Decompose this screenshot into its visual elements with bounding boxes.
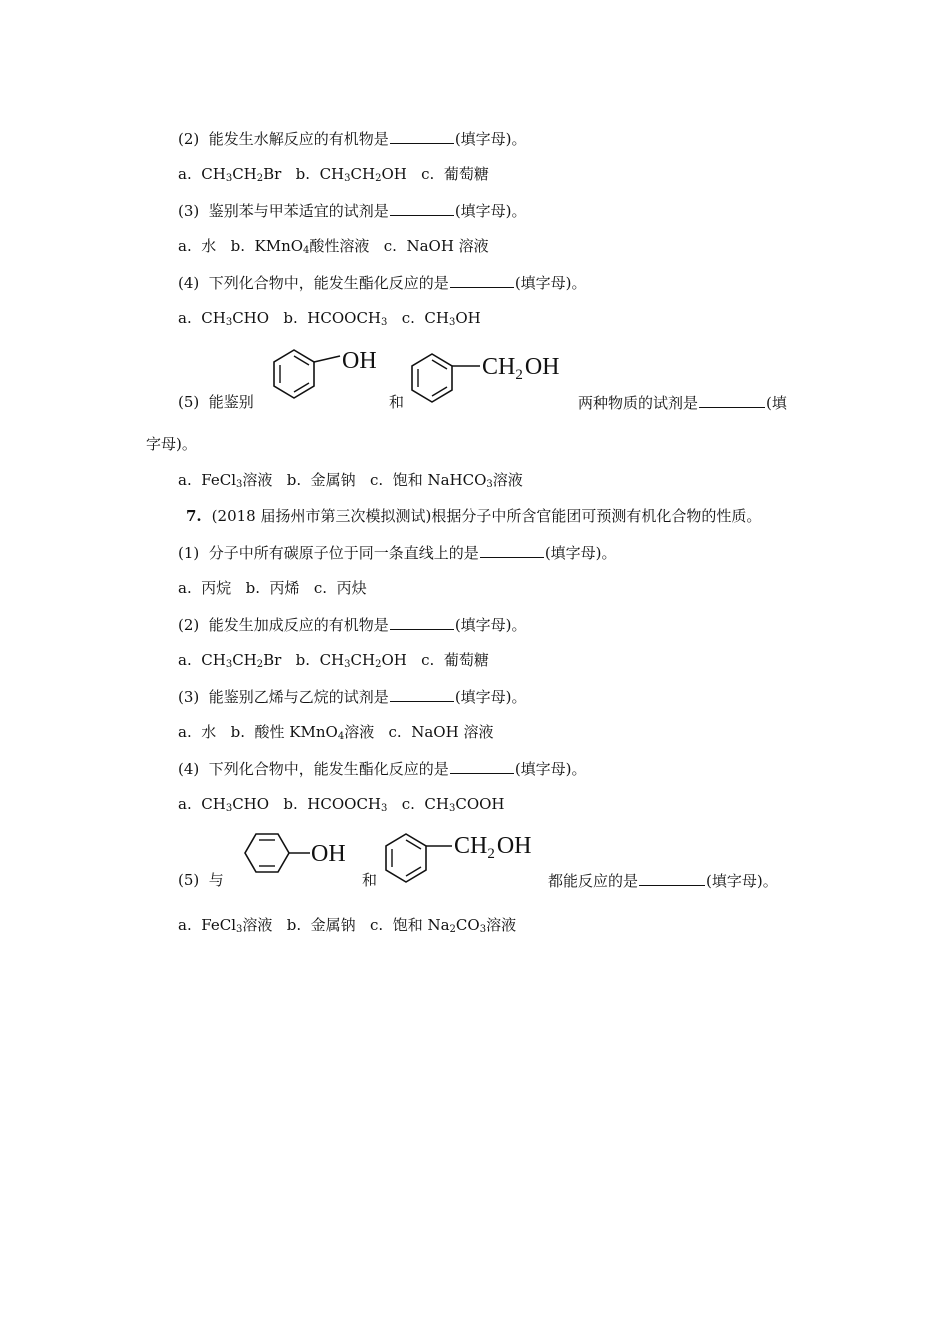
q6-part5-and: 和 [389,393,405,411]
q7-part3-stem: (3) 能鉴别乙烯与乙烷的试剂是 (填字母)。 [178,688,527,706]
phenol-structure [266,344,386,414]
q7-part3-options: a. 水 b. 酸性 KMnO$_4$溶液 c. NaOH 溶液 [178,723,494,742]
q6-part3-options: a. 水 b. KMnO$_4$酸性溶液 c. NaOH 溶液 [178,237,489,256]
q6-part5-stem: (5) 能鉴别 [178,393,254,411]
phenol-oh-label: OH [342,348,377,374]
answer-blank[interactable] [639,870,705,886]
q6-part2-stem: (2) 能发生水解反应的有机物是 (填字母)。 [178,130,527,148]
q6-part4-stem: (4) 下列化合物中，能发生酯化反应的是 (填字母)。 [178,274,587,292]
question-number: 7. [186,507,202,525]
benzyl-ch-label: $CH_2OH$ [482,354,560,383]
q7-part4-stem: (4) 下列化合物中，能发生酯化反应的是 (填字母)。 [178,760,587,778]
q7-part5-tail: 都能反应的是 (填字母)。 [548,872,778,890]
q7-part5-options: a. FeCl$_3$溶液 b. 金属钠 c. 饱和 $Na_2CO_3$溶液 [178,916,517,935]
q7-part2-options: a. $CH_3CH_2Br$ b. $CH_3CH_2OH$ c. 葡萄糖 [178,651,489,670]
q6-part5-options: a. FeCl$_3$溶液 b. 金属钠 c. 饱和 NaHCO$_3$溶液 [178,471,523,490]
answer-blank[interactable] [450,758,514,774]
benzyl-alcohol-structure [378,826,558,892]
q6-part2-options: a. $CH_3CH_2Br$ b. $CH_3CH_2OH$ c. 葡萄糖 [178,165,489,184]
answer-blank[interactable] [480,542,544,558]
benzyl-alcohol-structure [402,346,582,416]
q7-part1-stem: (1) 分子中所有碳原子位于同一条直线上的是 (填字母)。 [178,544,617,562]
q7-part5-and: 和 [362,871,378,889]
phenol-structure [232,826,362,892]
q6-part3-stem: (3) 鉴别苯与甲苯适宜的试剂是 (填字母)。 [178,202,527,220]
q6-part5-tail: 两种物质的试剂是 (填 [578,394,787,412]
q6-part4-options: a. $CH_3CHO$ b. $HCOOCH_3$ c. $CH_3OH$ [178,309,481,328]
answer-blank[interactable] [450,272,514,288]
q7-part1-options: a. 丙烷 b. 丙烯 c. 丙炔 [178,579,367,597]
answer-blank[interactable] [390,614,454,630]
answer-blank[interactable] [390,686,454,702]
q7-part5-stem: (5) 与 [178,871,224,889]
benzyl-ch-label: $CH_2OH$ [454,833,532,862]
q7-intro: 7. (2018 届扬州市第三次模拟测试)根据分子中所含官能团可预测有机化合物的性质。 [186,507,762,525]
q7-part4-options: a. $CH_3CHO$ b. $HCOOCH_3$ c. $CH_3COOH$ [178,795,505,814]
answer-blank[interactable] [390,128,454,144]
answer-blank[interactable] [390,200,454,216]
q6-part5-wrap: 字母)。 [146,435,197,453]
phenol-oh-label: OH [311,841,346,867]
q7-part2-stem: (2) 能发生加成反应的有机物是 (填字母)。 [178,616,527,634]
answer-blank[interactable] [699,392,765,408]
